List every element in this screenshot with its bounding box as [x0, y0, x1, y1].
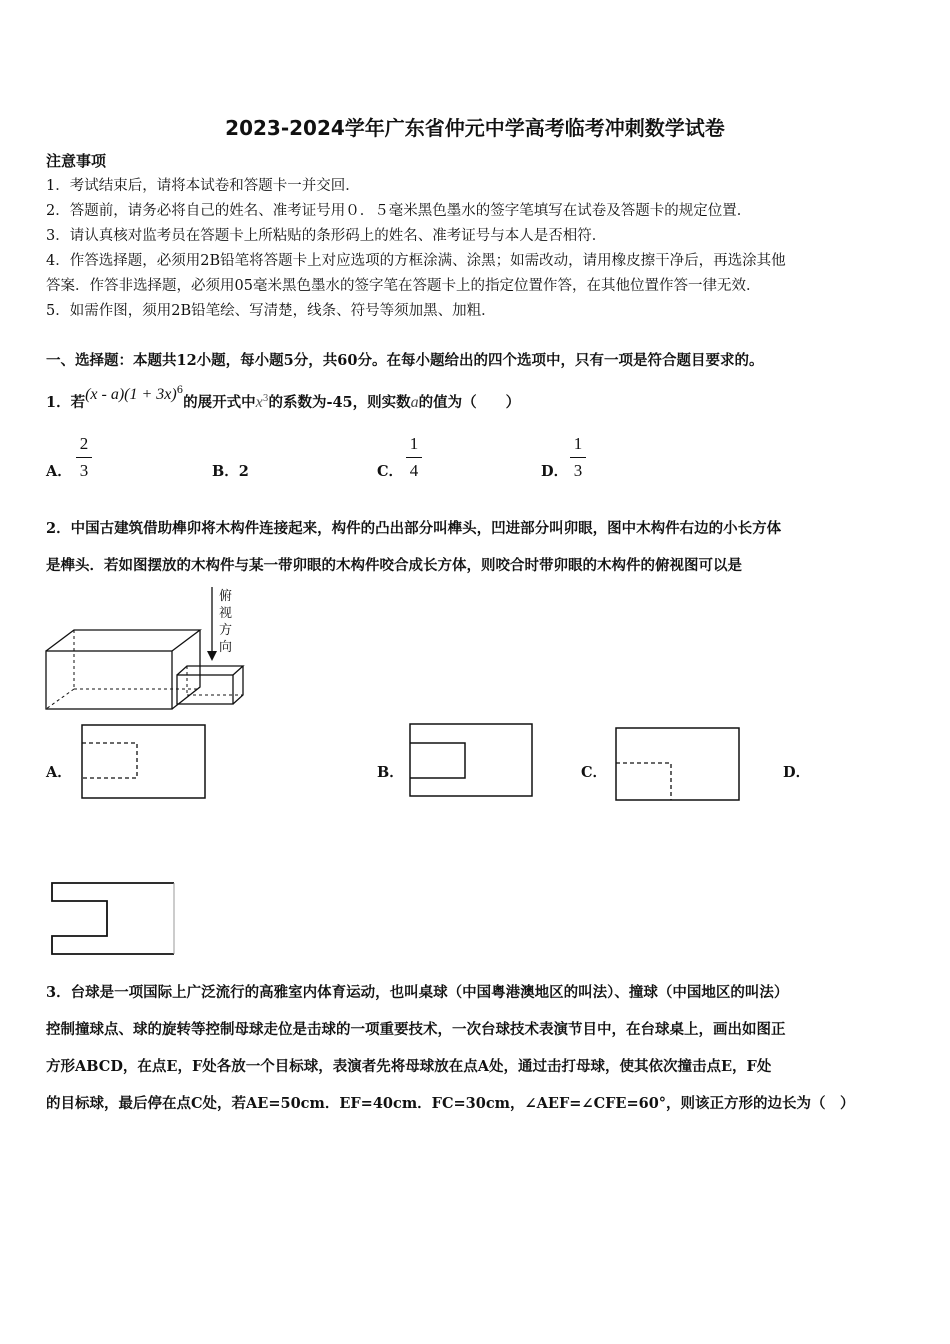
- q1-term-exp: 3: [262, 394, 269, 404]
- page-title: 2023-2024学年广东省仲元中学高考临考冲刺数学试卷: [225, 116, 725, 140]
- q1-var: a: [410, 393, 419, 411]
- q1-option-d-fraction: [570, 434, 586, 481]
- notice-heading: 注意事项: [46, 152, 107, 170]
- section-heading: 一、选择题：本题共12小题，每小题5分，共60分。在每小题给出的四个选项中，只有一项是符合题目要求的。: [46, 352, 764, 369]
- q1-option-a-label: A．: [46, 463, 72, 480]
- notice-item: 4．作答选择题，必须用2B铅笔将答题卡上对应选项的方框涂满、涂黑；如需改动，请用橡皮擦干净后，再选涂其他: [46, 253, 786, 269]
- view-char: 方: [219, 623, 233, 638]
- q1-mid: 的展开式中: [183, 393, 256, 411]
- q1-term: x: [255, 393, 263, 411]
- q1-option-c-fraction: [406, 434, 422, 481]
- fraction-denominator: 3: [79, 461, 89, 480]
- notice-item: 5．如需作图，须用2B铅笔绘、写清楚，线条、符号等须加黑、加粗．: [46, 303, 496, 319]
- q1-suffix-end: 的值为（ ）: [418, 393, 521, 411]
- view-char: 视: [219, 606, 233, 621]
- q1-stem: [46, 385, 521, 413]
- notice-item: 2．答题前，请务必将自己的姓名、准考证号用０．５毫米黑色墨水的签字笔填写在试卷及答题卡的规定位置．: [46, 203, 752, 219]
- q2-option-d-figure: [51, 882, 179, 956]
- q3-line: 控制撞球点、球的旋转等控制母球走位是击球的一项重要技术，一次台球技术表演节目中，在台球桌上，画出如图正: [46, 1021, 786, 1038]
- fraction-denominator: 4: [409, 461, 419, 480]
- q1-option-d-label: D．: [541, 463, 569, 480]
- fraction-denominator: 3: [573, 461, 583, 480]
- q1-prefix: 1．若: [46, 393, 86, 411]
- q1-expression: (x - a)(1 + 3x): [85, 385, 177, 403]
- q2-option-b-figure: [409, 723, 535, 799]
- q2-option-b-label: B．: [377, 764, 404, 781]
- view-char: 俯: [219, 589, 233, 604]
- fraction-numerator: 2: [79, 434, 89, 453]
- q2-option-a-figure: [81, 724, 207, 800]
- q2-option-a-label: A．: [46, 764, 72, 781]
- q2-option-c-figure: [615, 727, 741, 803]
- q1-option-c-label: C．: [377, 463, 404, 480]
- q2-option-d-label: D．: [783, 764, 811, 781]
- q2-line: 2．中国古建筑借助榫卯将木构件连接起来，构件的凸出部分叫榫头，凹进部分叫卯眼，图中木构件右边的小长方体: [46, 520, 782, 537]
- q1-exponent: 6: [176, 385, 184, 396]
- q3-line: 3．台球是一项国际上广泛流行的高雅室内体育运动，也叫桌球（中国粤港澳地区的叫法）、撞球（中国地区的叫法）: [46, 984, 789, 1001]
- q1-suffix: 的系数为-45，则实数: [268, 393, 411, 411]
- q2-line: 是榫头．若如图摆放的木构件与某一带卯眼的木构件咬合成长方体，则咬合时带卯眼的木构件的俯视图可以是: [46, 557, 742, 574]
- q3-line: 方形ABCD，在点E，F处各放一个目标球，表演者先将母球放在点A处，通过击打母球，使其依次撞击点E，F处: [46, 1058, 772, 1075]
- fraction-numerator: 1: [409, 434, 419, 453]
- q3-line: 的目标球，最后停在点C处，若AE=50cm．EF=40cm．FC=30cm，∠AEF=∠CFE=60°，则该正方形的边长为（ ）: [46, 1095, 855, 1112]
- fraction-numerator: 1: [573, 434, 583, 453]
- q1-option-a-fraction: [76, 434, 92, 481]
- notice-item: 1．考试结束后，请将本试卷和答题卡一并交回．: [46, 178, 360, 194]
- wooden-component-figure: [44, 585, 274, 715]
- view-char: 向: [219, 640, 233, 655]
- notice-item: 答案．作答非选择题，必须用05毫米黑色墨水的签字笔在答题卡上的指定位置作答，在其他位置作答一律无效．: [46, 278, 761, 294]
- view-direction-label: [219, 588, 235, 656]
- notice-item: 3．请认真核对监考员在答题卡上所粘贴的条形码上的姓名、准考证号与本人是否相符．: [46, 228, 607, 244]
- q2-option-c-label: C．: [581, 764, 608, 781]
- q1-option-b: B．2: [212, 463, 249, 480]
